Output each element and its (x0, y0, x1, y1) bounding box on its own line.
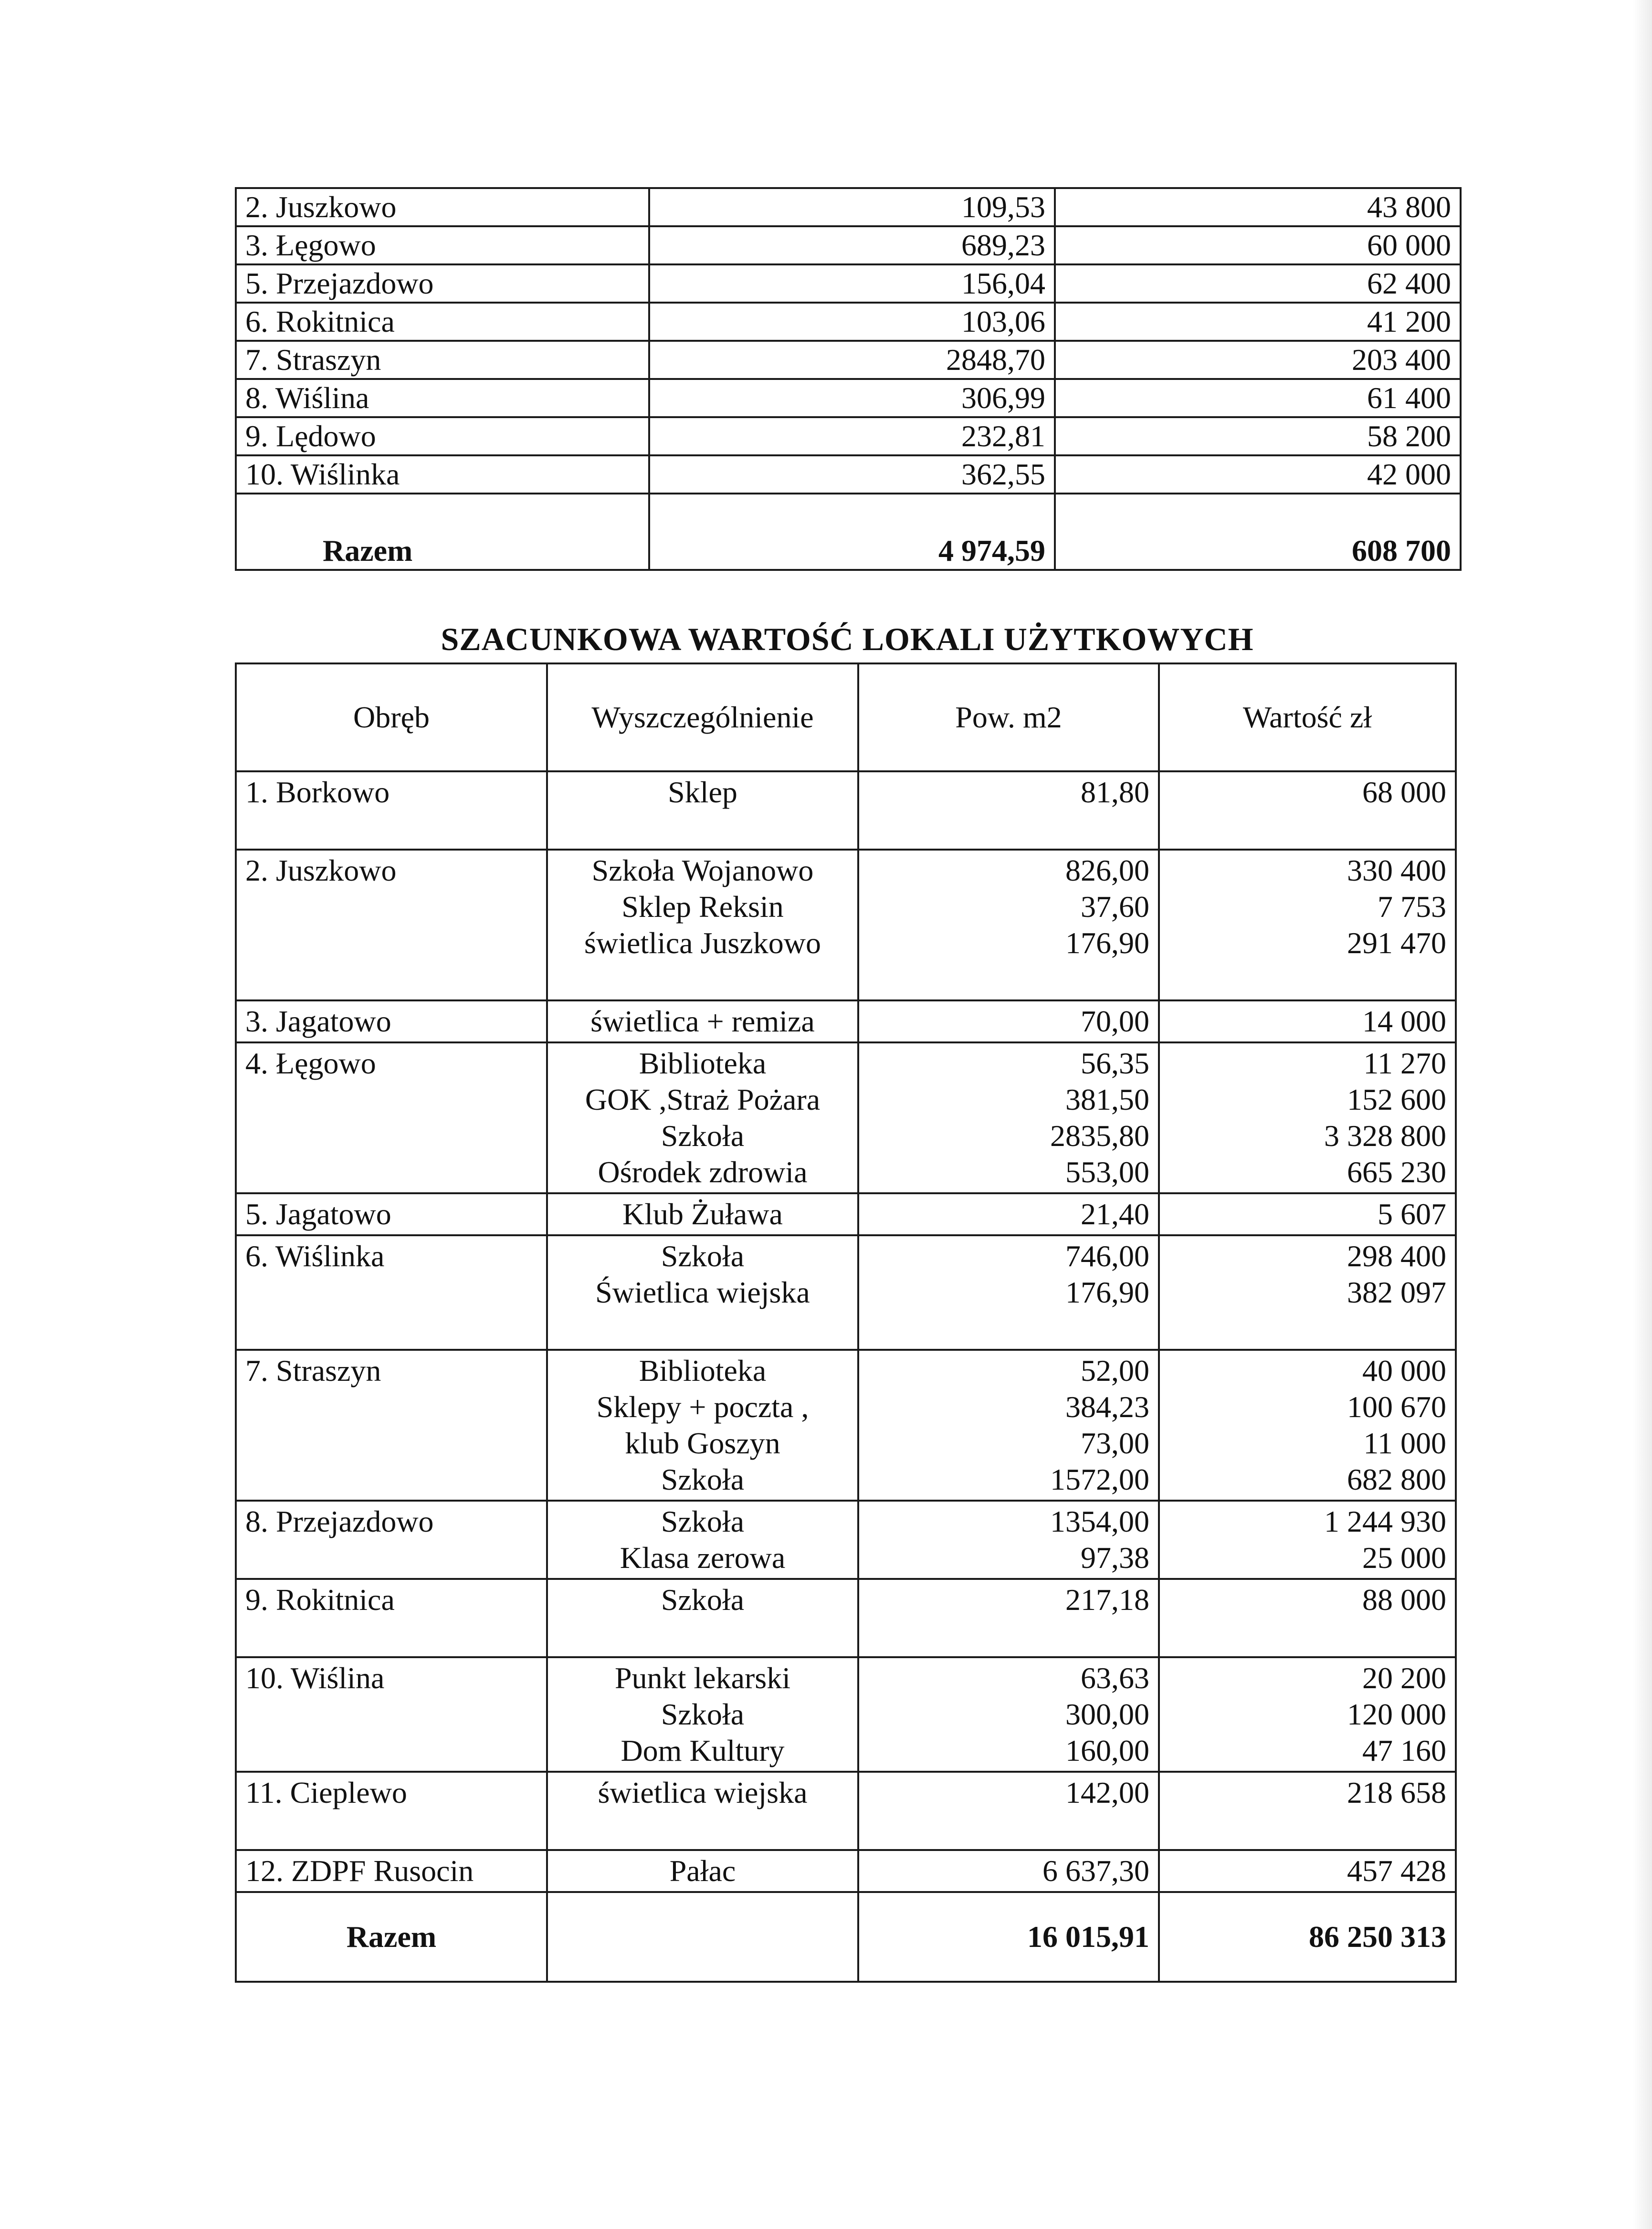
cell-line: Klub Żuława (622, 1197, 783, 1231)
row-wartosc (1159, 1850, 1456, 1892)
row-value: 60 000 (1055, 226, 1461, 264)
table-row (236, 1850, 1456, 1892)
cell-line: 100 670 (1347, 1390, 1446, 1424)
cell-line: 120 000 (1347, 1697, 1446, 1731)
header-wyszczegolnienie: Wyszczególnienie (547, 663, 858, 771)
row-wartosc (1159, 1350, 1456, 1501)
cell-spacer (868, 1811, 1149, 1847)
total-label: Razem (236, 1892, 547, 1982)
row-wyszczegolnienie (547, 1235, 858, 1350)
cell-line: 11 000 (1363, 1426, 1446, 1460)
row-area: 306,99 (649, 379, 1055, 417)
table-row (236, 1193, 1456, 1235)
cell-line: 6 637,30 (1042, 1854, 1149, 1888)
table-row (236, 188, 1461, 226)
table-row (236, 1042, 1456, 1193)
row-obreb: 1. Borkowo (236, 771, 547, 850)
cell-line: 384,23 (1065, 1390, 1149, 1424)
header-obreb: Obręb (236, 663, 547, 771)
cell-spacer (557, 1618, 849, 1654)
table-row (236, 1772, 1456, 1850)
cell-spacer (1168, 1811, 1446, 1847)
parcels-table (235, 187, 1462, 571)
row-area: 362,55 (649, 455, 1055, 494)
row-value: 41 200 (1055, 303, 1461, 341)
row-obreb: 8. Przejazdowo (236, 1501, 547, 1579)
cell-line: 97,38 (1081, 1541, 1149, 1575)
cell-spacer (868, 810, 1149, 847)
row-wartosc (1159, 1657, 1456, 1772)
cell-line: 1572,00 (1050, 1462, 1149, 1496)
total-empty (547, 1892, 858, 1982)
cell-line: 11 270 (1363, 1046, 1446, 1080)
cell-line: 300,00 (1065, 1697, 1149, 1731)
cell-line: 20 200 (1362, 1661, 1446, 1695)
cell-line: Szkoła (661, 1583, 745, 1617)
row-wartosc (1159, 1000, 1456, 1042)
table-row (236, 303, 1461, 341)
cell-spacer (557, 1311, 849, 1347)
row-area: 156,04 (649, 264, 1055, 303)
cell-line: 14 000 (1362, 1004, 1446, 1038)
total-row (236, 494, 1461, 570)
cell-line: 682 800 (1347, 1462, 1446, 1496)
cell-line: Szkoła Wojanowo (591, 853, 814, 887)
cell-line: świetlica wiejska (598, 1776, 808, 1809)
cell-line: 152 600 (1347, 1083, 1446, 1116)
cell-line: 176,90 (1065, 1275, 1149, 1309)
cell-line: 63,63 (1081, 1661, 1149, 1695)
table-row (236, 1000, 1456, 1042)
table-row (236, 771, 1456, 850)
row-wyszczegolnienie (547, 1657, 858, 1772)
cell-line: 457 428 (1347, 1854, 1446, 1888)
row-value: 43 800 (1055, 188, 1461, 226)
section-title: SZACUNKOWA WARTOŚĆ LOKALI UŻYTKOWYCH (441, 621, 1254, 657)
row-value: 61 400 (1055, 379, 1461, 417)
row-pow (858, 1193, 1159, 1235)
cell-line: 665 230 (1347, 1155, 1446, 1189)
cell-line: 218 658 (1347, 1776, 1446, 1809)
cell-line: 176,90 (1065, 926, 1149, 960)
table-row (236, 1235, 1456, 1350)
cell-line: 381,50 (1065, 1083, 1149, 1116)
row-area: 109,53 (649, 188, 1055, 226)
total-value: 608 700 (1055, 494, 1461, 570)
cell-spacer (557, 810, 849, 847)
row-pow (858, 1657, 1159, 1772)
row-pow (858, 1772, 1159, 1850)
cell-line: 382 097 (1347, 1275, 1446, 1309)
row-value: 42 000 (1055, 455, 1461, 494)
row-pow (858, 1000, 1159, 1042)
row-name: 9. Lędowo (236, 417, 649, 455)
cell-line: Ośrodek zdrowia (598, 1155, 808, 1189)
row-obreb: 10. Wiślina (236, 1657, 547, 1772)
cell-line: GOK ,Straż Pożara (585, 1083, 821, 1116)
cell-spacer (1168, 810, 1446, 847)
row-wyszczegolnienie (547, 1579, 858, 1657)
cell-line: 291 470 (1347, 926, 1446, 960)
table-row (236, 379, 1461, 417)
table-row (236, 1657, 1456, 1772)
row-name: 2. Juszkowo (236, 188, 649, 226)
row-wartosc (1159, 1235, 1456, 1350)
row-area: 689,23 (649, 226, 1055, 264)
cell-line: 298 400 (1347, 1239, 1446, 1273)
cell-line: Punkt lekarski (615, 1661, 790, 1695)
row-wartosc (1159, 1193, 1456, 1235)
row-value: 203 400 (1055, 341, 1461, 379)
row-name: 5. Przejazdowo (236, 264, 649, 303)
row-obreb: 5. Jagatowo (236, 1193, 547, 1235)
cell-line: Szkoła (661, 1239, 745, 1273)
cell-line: Szkoła (661, 1697, 745, 1731)
cell-line: 826,00 (1065, 853, 1149, 887)
cell-line: świetlica Juszkowo (584, 926, 821, 960)
row-wartosc (1159, 771, 1456, 850)
row-obreb: 3. Jagatowo (236, 1000, 547, 1042)
row-pow (858, 1042, 1159, 1193)
cell-line: świetlica + remiza (590, 1004, 815, 1038)
cell-line: Sklepy + poczta , (596, 1390, 809, 1424)
cell-line: Dom Kultury (621, 1734, 785, 1767)
total-area: 4 974,59 (649, 494, 1055, 570)
cell-line: 70,00 (1081, 1004, 1149, 1038)
cell-line: 68 000 (1362, 775, 1446, 809)
total-wartosc: 86 250 313 (1159, 1892, 1456, 1982)
row-pow (858, 1350, 1159, 1501)
row-wyszczegolnienie (547, 1850, 858, 1892)
cell-line: 52,00 (1081, 1354, 1149, 1388)
row-pow (858, 1501, 1159, 1579)
cell-line: Świetlica wiejska (595, 1275, 810, 1309)
cell-line: Pałac (669, 1854, 736, 1888)
row-wyszczegolnienie (547, 1193, 858, 1235)
cell-line: Sklep (668, 775, 737, 809)
cell-line: 330 400 (1347, 853, 1446, 887)
cell-line: Szkoła (661, 1119, 745, 1153)
cell-line: 1 244 930 (1324, 1504, 1446, 1538)
row-name: 6. Rokitnica (236, 303, 649, 341)
table-row (236, 1350, 1456, 1501)
row-area: 2848,70 (649, 341, 1055, 379)
cell-line: 73,00 (1081, 1426, 1149, 1460)
cell-line: 37,60 (1081, 890, 1149, 924)
cell-line: Szkoła (661, 1504, 745, 1538)
cell-line: klub Goszyn (625, 1426, 780, 1460)
table-row (236, 455, 1461, 494)
cell-line: 88 000 (1362, 1583, 1446, 1617)
row-name: 8. Wiślina (236, 379, 649, 417)
header-pow: Pow. m2 (858, 663, 1159, 771)
header-wartosc: Wartość zł (1159, 663, 1456, 771)
row-pow (858, 1850, 1159, 1892)
row-wyszczegolnienie (547, 1000, 858, 1042)
row-obreb: 9. Rokitnica (236, 1579, 547, 1657)
premises-header-row (236, 663, 1456, 771)
cell-line: Biblioteka (639, 1354, 767, 1388)
row-wyszczegolnienie (547, 1772, 858, 1850)
row-wyszczegolnienie (547, 1042, 858, 1193)
row-wartosc (1159, 1501, 1456, 1579)
row-area: 103,06 (649, 303, 1055, 341)
cell-line: Sklep Reksin (621, 890, 784, 924)
cell-line: 1354,00 (1050, 1504, 1149, 1538)
total-row (236, 1892, 1456, 1982)
cell-line: 3 328 800 (1324, 1119, 1446, 1153)
cell-line: 746,00 (1065, 1239, 1149, 1273)
table-row (236, 264, 1461, 303)
row-name: 3. Łęgowo (236, 226, 649, 264)
table-row (236, 417, 1461, 455)
row-value: 62 400 (1055, 264, 1461, 303)
cell-spacer (1168, 961, 1446, 998)
row-obreb: 7. Straszyn (236, 1350, 547, 1501)
cell-line: 2835,80 (1050, 1119, 1149, 1153)
table-row (236, 341, 1461, 379)
row-wyszczegolnienie (547, 850, 858, 1000)
table-row (236, 1579, 1456, 1657)
cell-line: 5 607 (1378, 1197, 1446, 1231)
row-value: 58 200 (1055, 417, 1461, 455)
row-area: 232,81 (649, 417, 1055, 455)
cell-line: 142,00 (1065, 1776, 1149, 1809)
cell-line: 7 753 (1378, 890, 1446, 924)
cell-line: 47 160 (1362, 1734, 1446, 1767)
cell-spacer (557, 961, 849, 998)
row-wyszczegolnienie (547, 771, 858, 850)
row-name: 10. Wiślinka (236, 455, 649, 494)
cell-spacer (868, 961, 1149, 998)
cell-line: Szkoła (661, 1462, 745, 1496)
row-name: 7. Straszyn (236, 341, 649, 379)
row-pow (858, 771, 1159, 850)
row-wartosc (1159, 850, 1456, 1000)
row-obreb: 2. Juszkowo (236, 850, 547, 1000)
row-wartosc (1159, 1042, 1456, 1193)
row-pow (858, 1235, 1159, 1350)
cell-line: 40 000 (1362, 1354, 1446, 1388)
row-obreb: 6. Wiślinka (236, 1235, 547, 1350)
cell-line: 217,18 (1065, 1583, 1149, 1617)
cell-spacer (868, 1618, 1149, 1654)
total-label: Razem (236, 494, 649, 570)
row-pow (858, 850, 1159, 1000)
cell-spacer (868, 1311, 1149, 1347)
cell-line: 21,40 (1081, 1197, 1149, 1231)
cell-line: 81,80 (1081, 775, 1149, 809)
cell-spacer (557, 1811, 849, 1847)
row-obreb: 11. Cieplewo (236, 1772, 547, 1850)
row-pow (858, 1579, 1159, 1657)
cell-line: 56,35 (1081, 1046, 1149, 1080)
cell-line: Klasa zerowa (620, 1541, 786, 1575)
cell-line: Biblioteka (639, 1046, 767, 1080)
cell-spacer (1168, 1311, 1446, 1347)
page-edge-shadow (1633, 0, 1652, 2229)
row-wartosc (1159, 1579, 1456, 1657)
row-wyszczegolnienie (547, 1350, 858, 1501)
cell-spacer (1168, 1618, 1446, 1654)
row-wyszczegolnienie (547, 1501, 858, 1579)
cell-line: 553,00 (1065, 1155, 1149, 1189)
total-pow: 16 015,91 (858, 1892, 1159, 1982)
row-wartosc (1159, 1772, 1456, 1850)
cell-line: 160,00 (1065, 1734, 1149, 1767)
table-row (236, 226, 1461, 264)
table-row (236, 850, 1456, 1000)
row-obreb: 4. Łęgowo (236, 1042, 547, 1193)
row-obreb: 12. ZDPF Rusocin (236, 1850, 547, 1892)
cell-line: 25 000 (1362, 1541, 1446, 1575)
table-row (236, 1501, 1456, 1579)
premises-table (235, 662, 1457, 1983)
